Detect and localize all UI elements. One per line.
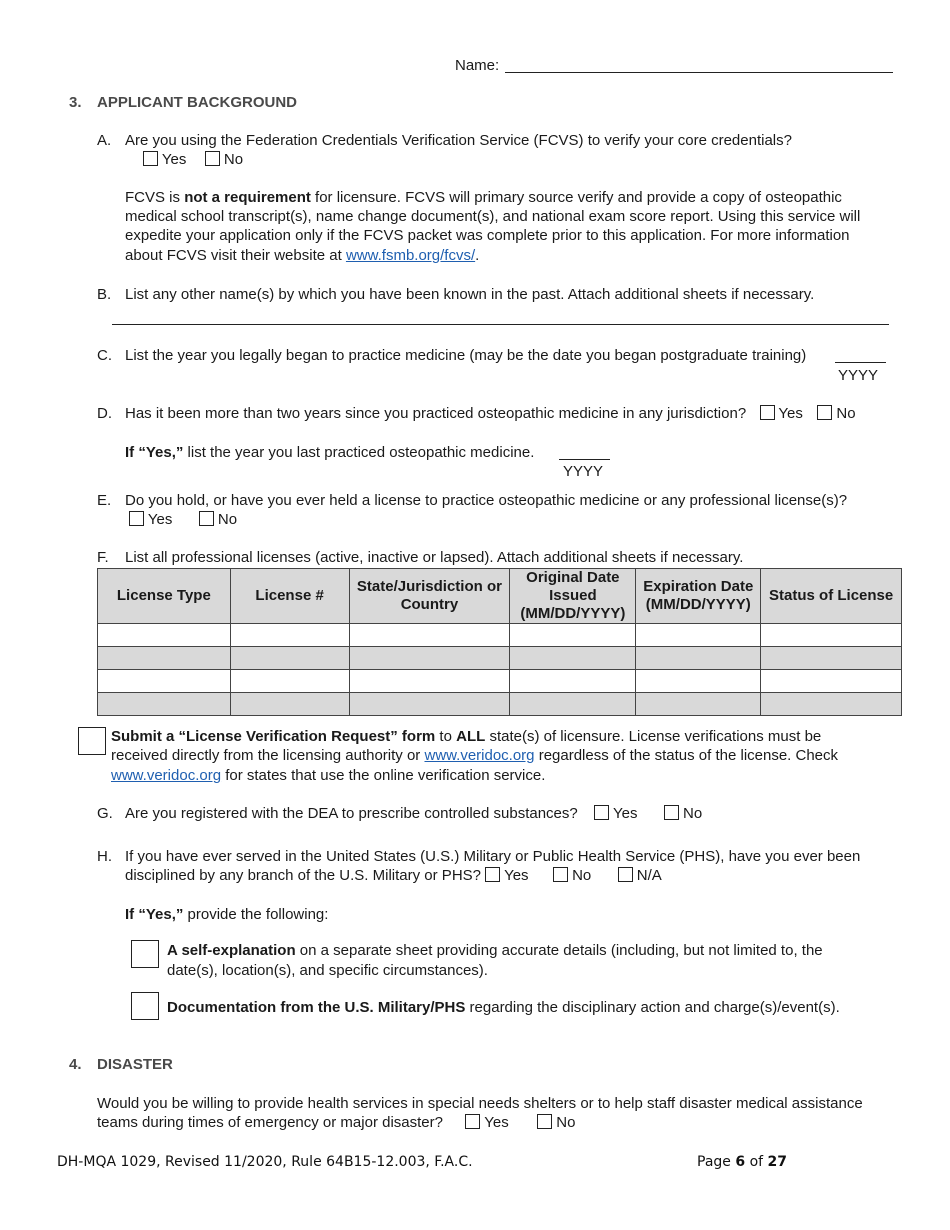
table-cell[interactable]: [230, 647, 349, 670]
question-e-no-checkbox[interactable]: [199, 511, 214, 526]
disaster-no-checkbox[interactable]: [537, 1114, 552, 1129]
table-cell[interactable]: [510, 693, 636, 716]
table-cell[interactable]: [761, 670, 902, 693]
table-row: [98, 647, 902, 670]
question-c-letter: C.: [97, 347, 112, 364]
table-cell[interactable]: [510, 647, 636, 670]
question-g-letter: G.: [97, 805, 113, 822]
table-cell[interactable]: [636, 670, 761, 693]
fcvs-link[interactable]: www.fsmb.org/fcvs/: [345, 247, 476, 264]
question-h-letter: H.: [97, 848, 112, 865]
table-cell[interactable]: [761, 624, 902, 647]
name-label: Name:: [455, 57, 500, 74]
question-d-year-hint: YYYY: [563, 463, 604, 480]
question-a-options: [143, 150, 243, 169]
table-cell[interactable]: [636, 624, 761, 647]
license-verification-checkbox[interactable]: [78, 727, 106, 755]
question-h-na-checkbox[interactable]: [618, 867, 633, 882]
question-e-yes-label: Yes: [147, 511, 173, 528]
question-b-text: List any other name(s) by which you have been known in the past. Attach additional sheets if necessary.: [125, 286, 815, 303]
question-a-yes-label: Yes: [161, 151, 187, 168]
question-d-followup: If “Yes,” list the year you last practiced osteopathic medicine.: [125, 444, 535, 461]
question-h-no-checkbox[interactable]: [553, 867, 568, 882]
table-row: [98, 624, 902, 647]
license-table-header: License #: [230, 569, 349, 624]
license-table-header-row: [98, 569, 902, 624]
section-4-title: DISASTER: [97, 1056, 173, 1073]
table-cell[interactable]: [636, 693, 761, 716]
table-cell[interactable]: [636, 647, 761, 670]
page-number: Page 6 of 27: [697, 1154, 787, 1170]
license-table-header: Original Date Issued (MM/DD/YYYY): [510, 569, 636, 624]
military-documentation-checkbox[interactable]: [131, 992, 159, 1020]
question-g-yes-label: Yes: [613, 805, 638, 822]
question-d-no-label: No: [836, 405, 856, 422]
self-explanation-line-1: A self-explanation on a separate sheet providing accurate details (including, but not limited to, the: [167, 942, 823, 959]
question-a-text: Are you using the Federation Credentials Verification Service (FCVS) to verify your core credentials?: [125, 132, 792, 149]
table-cell[interactable]: [761, 647, 902, 670]
question-d-no-checkbox[interactable]: [817, 405, 832, 420]
table-cell[interactable]: [349, 647, 510, 670]
table-cell[interactable]: [98, 624, 231, 647]
table-cell[interactable]: [510, 624, 636, 647]
question-b-letter: B.: [97, 286, 112, 303]
table-cell[interactable]: [230, 693, 349, 716]
other-names-field[interactable]: [112, 324, 889, 325]
license-verification-line-3: www.veridoc.org for states that use the online verification service.: [111, 767, 546, 784]
question-a-no-checkbox[interactable]: [205, 151, 220, 166]
table-cell[interactable]: [510, 670, 636, 693]
question-a-yes-checkbox[interactable]: [143, 151, 158, 166]
license-verification-line-2: received directly from the licensing authority or www.veridoc.org regardless of the status of the license. Check: [111, 747, 839, 764]
question-g-no-checkbox[interactable]: [664, 805, 679, 820]
question-h-na-label: N/A: [636, 867, 662, 884]
table-cell[interactable]: [98, 693, 231, 716]
table-cell[interactable]: [349, 693, 510, 716]
license-table: [97, 568, 902, 716]
disaster-yes-label: Yes: [484, 1114, 509, 1131]
question-a-no-label: No: [223, 151, 244, 168]
veridoc-link[interactable]: www.veridoc.org: [424, 747, 535, 764]
table-cell[interactable]: [230, 670, 349, 693]
military-documentation-text: Documentation from the U.S. Military/PHS regarding the disciplinary action and charge(s)/event(s).: [167, 999, 840, 1016]
question-e-text: Do you hold, or have you ever held a license to practice osteopathic medicine or any professional license(s)?: [125, 492, 848, 509]
disaster-no-label: No: [556, 1114, 576, 1131]
table-cell[interactable]: [761, 693, 902, 716]
question-h-yes-label: Yes: [504, 867, 529, 884]
disaster-question-line-1: Would you be willing to provide health services in special needs shelters or to help staff disaster medical assistance: [97, 1095, 863, 1112]
question-e-no-label: No: [217, 511, 238, 528]
question-f-text: List all professional licenses (active, inactive or lapsed). Attach additional sheets if necessary.: [125, 549, 744, 566]
form-id: DH-MQA 1029, Revised 11/2020, Rule 64B15-12.003, F.A.C.: [57, 1154, 473, 1170]
question-c-text: List the year you legally began to practice medicine (may be the date you began postgraduate training): [125, 347, 807, 364]
self-explanation-checkbox[interactable]: [131, 940, 159, 968]
license-table-header: License Type: [98, 569, 231, 624]
question-c-year-field[interactable]: [835, 362, 886, 363]
disaster-yes-checkbox[interactable]: [465, 1114, 480, 1129]
question-g-no-label: No: [683, 805, 703, 822]
question-d-year-field[interactable]: [559, 459, 610, 460]
question-g-text: Are you registered with the DEA to prescribe controlled substances? Yes No: [125, 805, 703, 822]
question-f-letter: F.: [97, 549, 109, 566]
question-h-yes-checkbox[interactable]: [485, 867, 500, 882]
question-d-yes-checkbox[interactable]: [760, 405, 775, 420]
question-e-yes-checkbox[interactable]: [129, 511, 144, 526]
question-a-letter: A.: [97, 132, 112, 149]
question-h-followup: If “Yes,” provide the following:: [125, 906, 329, 923]
veridoc-link[interactable]: www.veridoc.org: [111, 767, 222, 784]
license-table-header: Expiration Date (MM/DD/YYYY): [636, 569, 761, 624]
question-h-text-line-1: If you have ever served in the United States (U.S.) Military or Public Health Service (PHS), have you ever been: [125, 848, 861, 865]
table-cell[interactable]: [230, 624, 349, 647]
fcvs-info-line-2: medical school transcript(s), name change document(s), and national exam score report. Using this service will: [125, 208, 861, 225]
fcvs-info-line-3: expedite your application only if the FCVS packet was complete prior to this application. For more information: [125, 227, 850, 244]
table-cell[interactable]: [349, 624, 510, 647]
license-table-header: State/Jurisdiction or Country: [349, 569, 510, 624]
table-cell[interactable]: [98, 670, 231, 693]
license-verification-line-1: Submit a “License Verification Request” form to ALL state(s) of licensure. License verifications must be: [111, 728, 822, 745]
section-3-title: APPLICANT BACKGROUND: [97, 94, 297, 111]
section-4-number: 4.: [69, 1056, 82, 1073]
self-explanation-line-2: date(s), location(s), and specific circumstances).: [167, 962, 488, 979]
question-h-text-line-2: disciplined by any branch of the U.S. Military or PHS? Yes No N/A: [125, 867, 662, 884]
question-d-text: Has it been more than two years since you practiced osteopathic medicine in any jurisdiction? Yes No: [125, 405, 856, 422]
question-e-options: [129, 510, 237, 529]
question-e-letter: E.: [97, 492, 112, 509]
section-3-number: 3.: [69, 94, 82, 111]
disaster-question-line-2: teams during times of emergency or major disaster? Yes No: [97, 1114, 576, 1131]
question-c-year-hint: YYYY: [838, 367, 879, 384]
license-table-header: Status of License: [761, 569, 902, 624]
question-g-yes-checkbox[interactable]: [594, 805, 609, 820]
table-row: [98, 670, 902, 693]
question-h-no-label: No: [572, 867, 592, 884]
table-cell[interactable]: [98, 647, 231, 670]
table-cell[interactable]: [349, 670, 510, 693]
table-row: [98, 693, 902, 716]
question-d-letter: D.: [97, 405, 112, 422]
fcvs-info-line-4: about FCVS visit their website at www.fsmb.org/fcvs/.: [125, 247, 480, 264]
name-field[interactable]: [505, 72, 893, 73]
fcvs-info-line-1: FCVS is not a requirement for licensure. FCVS will primary source verify and provide a copy of osteopathic: [125, 189, 842, 206]
question-d-yes-label: Yes: [778, 405, 803, 422]
